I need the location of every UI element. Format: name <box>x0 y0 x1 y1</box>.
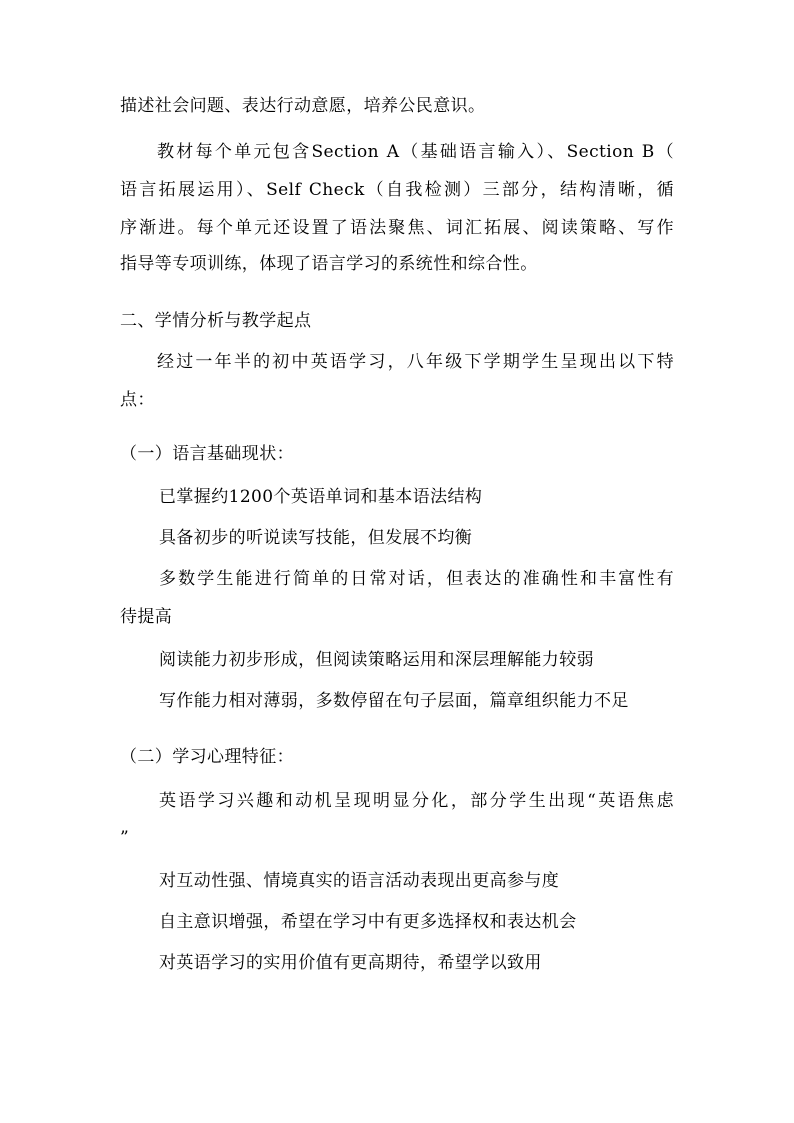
list-item: 对互动性强、情境真实的语言活动表现出更高参与度 <box>159 871 560 891</box>
list-item: 写作能力相对薄弱，多数停留在句子层面，篇章组织能力不足 <box>159 691 629 711</box>
section-2-intro-line: 经过一年半的初中英语学习，八年级下学期学生呈现出以下特 <box>157 352 674 372</box>
section-2-intro-line: 点： <box>120 390 155 410</box>
subsection-2-heading: （二）学习心理特征： <box>120 747 294 767</box>
list-item-continuation: 待提高 <box>120 607 173 627</box>
list-item-continuation: ” <box>120 828 130 848</box>
list-item: 多数学生能进行简单的日常对话，但表达的准确性和丰富性有 <box>159 569 674 589</box>
list-item: 阅读能力初步形成，但阅读策略运用和深层理解能力较弱 <box>159 650 594 670</box>
section-2-heading: 二、学情分析与教学起点 <box>120 311 312 331</box>
list-item: 已掌握约1200个英语单词和基本语法结构 <box>159 487 483 507</box>
list-item: 具备初步的听说读写技能，但发展不均衡 <box>159 528 473 548</box>
textbook-paragraph-line: 语言拓展运用）、Self Check（自我检测）三部分，结构清晰，循 <box>120 180 674 200</box>
textbook-paragraph-line: 指导等专项训练，体现了语言学习的系统性和综合性。 <box>120 254 538 274</box>
subsection-1-heading: （一）语言基础现状： <box>120 444 294 464</box>
intro-tail-text: 描述社会问题、表达行动意愿，培养公民意识。 <box>120 96 486 116</box>
list-item: 英语学习兴趣和动机呈现明显分化，部分学生出现“英语焦虑 <box>159 791 674 811</box>
list-item: 对英语学习的实用价值有更高期待，希望学以致用 <box>159 953 542 973</box>
list-item: 自主意识增强，希望在学习中有更多选择权和表达机会 <box>159 912 577 932</box>
textbook-paragraph-line: 教材每个单元包含Section A（基础语言输入）、Section B（ <box>157 142 674 162</box>
textbook-paragraph-line: 序渐进。每个单元还设置了语法聚焦、词汇拓展、阅读策略、写作 <box>120 218 674 238</box>
